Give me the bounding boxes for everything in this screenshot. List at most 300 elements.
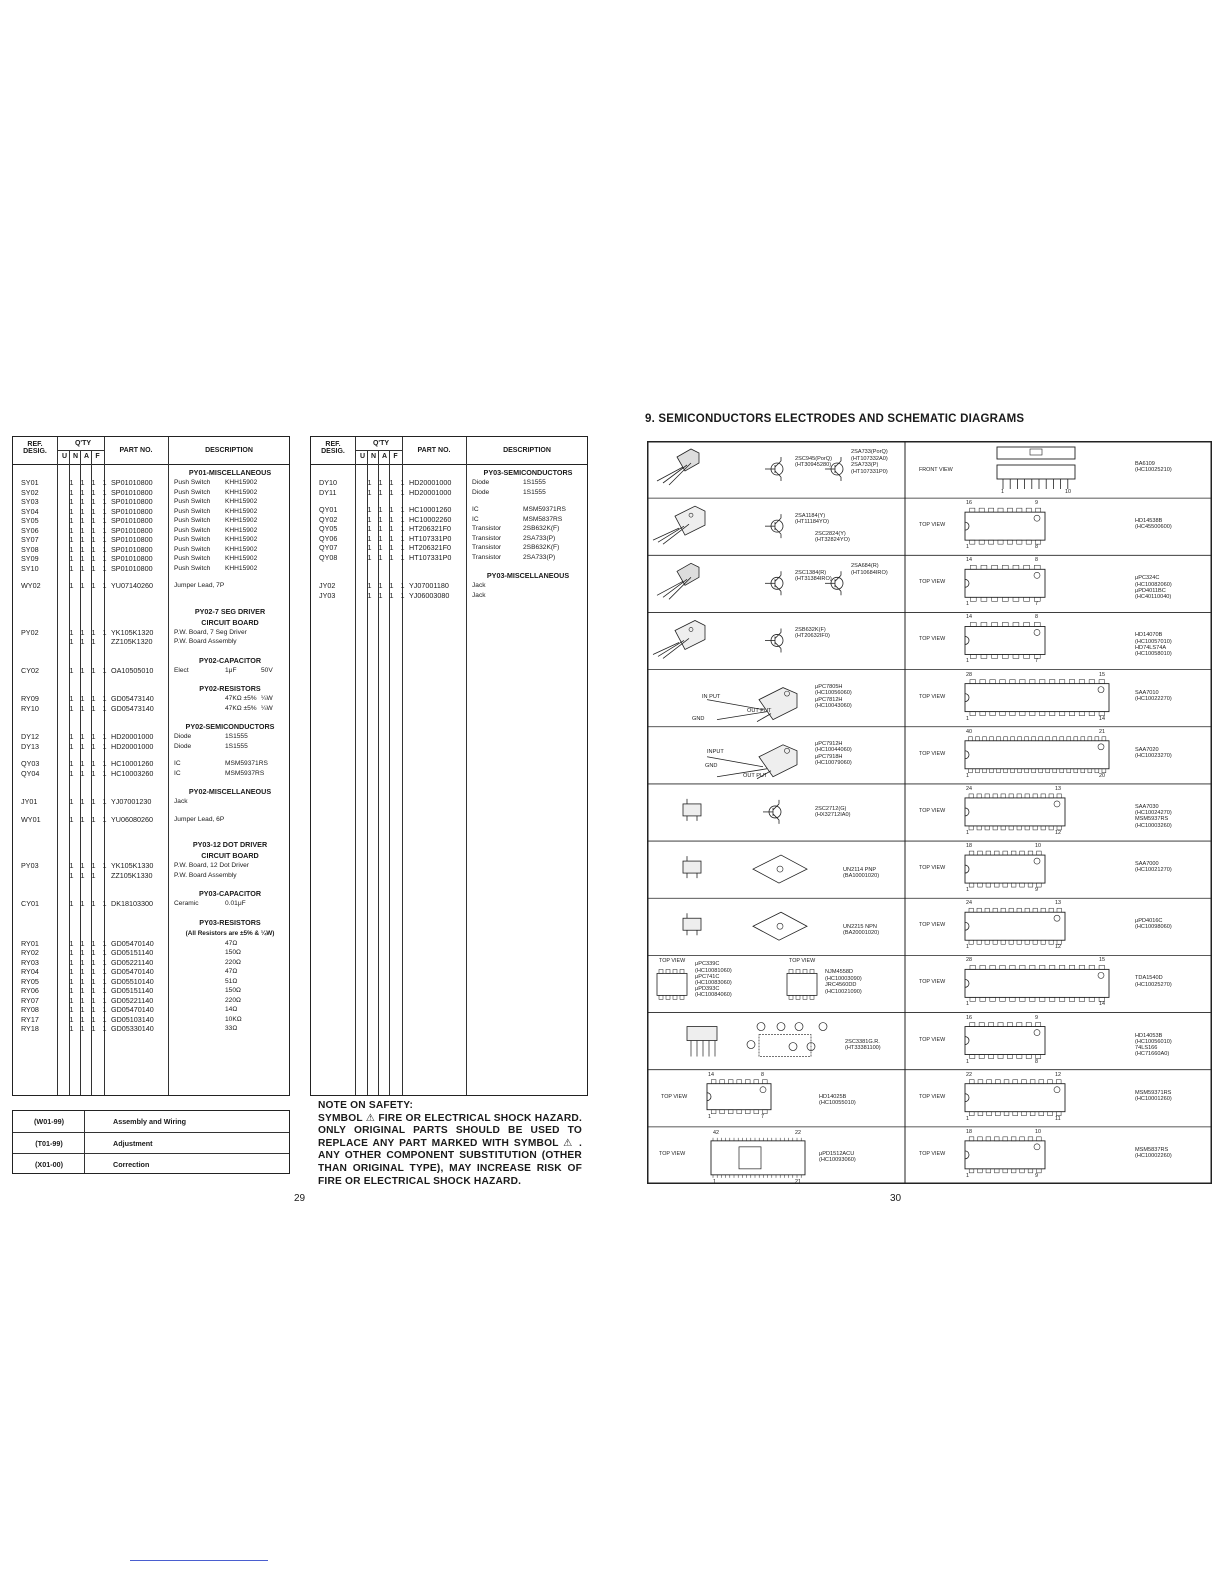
revision-legend [12, 1110, 290, 1174]
ic-pin [666, 995, 670, 999]
ic-pin [1067, 737, 1071, 741]
ic-pin [1041, 908, 1045, 912]
table-row [13, 996, 289, 1006]
part-label: 74LS166 [1135, 1044, 1158, 1051]
part-label: (HC10055010) [819, 1099, 856, 1106]
section-heading [13, 917, 289, 928]
pin-number: 8 [1035, 1058, 1038, 1065]
table-row [13, 497, 289, 507]
ic-pin [737, 1110, 742, 1114]
ic-pin [1033, 794, 1037, 798]
part-label: (HC10024270) [1135, 810, 1172, 817]
ic-pin [1088, 737, 1092, 741]
ic-notch [965, 1094, 969, 1102]
input-label: IN PUT [702, 693, 721, 700]
part-number: HD20001000 [111, 732, 154, 741]
ic-pin [992, 654, 998, 658]
description: Push Switch [174, 555, 211, 562]
part-number: ZZ105K1320 [111, 637, 153, 646]
table-row [13, 958, 289, 968]
qty-value: 1 [102, 986, 107, 995]
footer-link-line [130, 1560, 268, 1561]
ic-body [965, 1027, 1045, 1055]
ic-pin [1039, 1112, 1044, 1116]
ic-pin [1069, 997, 1074, 1001]
ic-pin [989, 540, 994, 544]
description-value: 51Ω [225, 977, 238, 985]
part-label: (HX32712IA0) [815, 811, 851, 818]
description: Diode [174, 733, 192, 740]
part-number: YJ07001230 [111, 797, 152, 806]
part-label: SAA7000 [1135, 861, 1159, 868]
qty-value: 1 [400, 533, 405, 543]
ic-pin [666, 969, 670, 973]
table-row [13, 797, 289, 807]
description: Transistor [472, 544, 502, 551]
header-qty: Q'TY [372, 440, 390, 447]
ic-pin [1049, 908, 1053, 912]
table-row [13, 628, 289, 638]
chip-outline [753, 855, 807, 883]
description: Jack [472, 591, 486, 599]
ic-notch [965, 636, 969, 644]
pin-number: 1 [708, 1113, 711, 1120]
part-number: SP01010800 [111, 554, 153, 563]
qty-value: 1 [69, 554, 74, 563]
ic-pin [1067, 769, 1071, 773]
part-number: GD05473140 [111, 694, 154, 703]
pin-number: 18 [966, 1128, 972, 1135]
table-row [311, 534, 587, 544]
ref-desig: DY13 [21, 741, 39, 751]
pin-number: 7 [1035, 601, 1038, 608]
ic-body [965, 626, 1045, 654]
ic-pin [976, 737, 980, 741]
part-number: HC10001260 [111, 759, 154, 768]
qty-value: 1 [80, 497, 85, 506]
ic-pin [789, 995, 793, 999]
part-number: HT107331P0 [409, 552, 452, 562]
qty-value: 1 [80, 938, 85, 948]
qty-value: 1 [378, 478, 383, 487]
part-label: (HC71660A0) [1135, 1051, 1170, 1058]
ic-body [707, 1084, 771, 1110]
pin-number: 9 [1035, 1172, 1038, 1179]
ic-pin [1011, 1169, 1016, 1173]
ref-desig: RY09 [21, 694, 39, 703]
ic-pin [1007, 1023, 1012, 1027]
qty-value: 1 [91, 870, 96, 880]
qty-value: 1 [400, 505, 405, 514]
qty-value: 1 [80, 525, 85, 535]
ic-pin [796, 995, 800, 999]
ic-pin [994, 1137, 999, 1141]
qty-value: 1 [80, 986, 85, 995]
ic-pin [977, 826, 981, 830]
ic-body [965, 1141, 1045, 1169]
pin-number: 18 [966, 843, 972, 850]
ic-pin [1056, 1080, 1061, 1084]
ic-body [965, 1084, 1065, 1112]
ic-pin [969, 794, 973, 798]
ic-pin [1074, 737, 1078, 741]
qty-value: 1 [91, 948, 96, 957]
chip-outline [753, 912, 807, 940]
qty-value: 1 [389, 505, 394, 514]
ic-pin [978, 851, 983, 855]
legend-code: (W01-99) [34, 1117, 64, 1126]
part-label: (HC10083060) [695, 979, 732, 986]
qty-value: 1 [389, 552, 394, 562]
description: Push Switch [174, 564, 211, 572]
ic-pin [994, 1169, 999, 1173]
ic-pin [789, 969, 793, 973]
qty-value: 1 [80, 535, 85, 544]
section-heading [13, 655, 289, 666]
qty-value: 1 [102, 861, 107, 870]
ic-notch [965, 808, 969, 816]
ref-desig: PY02 [21, 627, 39, 637]
ic-pin [978, 1112, 983, 1116]
pin-number: 1 [966, 1001, 969, 1008]
ic-notch [965, 579, 969, 587]
ic-pin [1007, 540, 1012, 544]
part-label: μPC7805H [815, 683, 843, 690]
ic-pin [1020, 1137, 1025, 1141]
description-value: KHH15902 [225, 507, 258, 515]
qty-value: 1 [69, 967, 74, 976]
qty-value: 1 [80, 694, 85, 703]
pin-number: 14 [966, 557, 972, 564]
ic-pin [1060, 769, 1064, 773]
description: Diode [472, 479, 490, 486]
section-heading-text: PY03-RESISTORS [199, 917, 261, 927]
ic-pin [1024, 622, 1030, 626]
ic-pin [1049, 965, 1054, 969]
pin-number: 16 [966, 1014, 972, 1021]
ic-pin [1074, 769, 1078, 773]
ic-pin [1026, 1055, 1031, 1059]
description-rating: 50V [261, 666, 273, 674]
ic-pin [1033, 940, 1037, 944]
ic-pin [986, 851, 991, 855]
ic-pin [1030, 997, 1035, 1001]
table-row [13, 554, 289, 564]
ic-pin [985, 794, 989, 798]
ic-pin [1002, 654, 1008, 658]
qty-value: 1 [102, 544, 107, 554]
ic-pin [992, 597, 998, 601]
ref-desig: SY08 [21, 544, 39, 554]
sip-body [997, 465, 1075, 479]
top-view-label: TOP VIEW [919, 750, 946, 757]
pin-number: 1 [966, 1058, 969, 1065]
qty-value: 1 [91, 665, 96, 675]
part-label: HD74LS74A [1135, 644, 1167, 651]
qty-value: 1 [69, 637, 74, 646]
qty-value: 1 [91, 967, 96, 976]
ic-pin [1020, 997, 1025, 1001]
qty-value: 1 [102, 581, 107, 590]
ic-notch [965, 922, 969, 930]
pin-number: 12 [1055, 944, 1061, 951]
ic-pin [970, 597, 976, 601]
legend-meaning: Correction [113, 1160, 150, 1169]
qty-value: 1 [91, 554, 96, 563]
ic-pin [720, 1080, 725, 1084]
ic-pin [987, 1080, 992, 1084]
qty-value: 1 [80, 995, 85, 1005]
part-number: YJ07001180 [409, 581, 449, 590]
qty-value: 1 [69, 938, 74, 948]
pin-number: 13 [1055, 785, 1061, 792]
ic-pin [1049, 712, 1054, 716]
ic-pin [1011, 851, 1016, 855]
ic-pin1-mark [1098, 972, 1104, 978]
ic-body [965, 912, 1065, 940]
ic-pin [1004, 737, 1008, 741]
part-label: μPD4011BC [1135, 587, 1166, 594]
part-label: (HT107332A0) [851, 455, 888, 462]
table-row [13, 899, 289, 909]
ic-pin [1018, 737, 1022, 741]
part-label: 2SB632K(F) [795, 627, 826, 634]
table-row [13, 526, 289, 536]
ref-desig: RY17 [21, 1014, 39, 1024]
qty-value: 1 [102, 938, 107, 948]
qty-value: 1 [80, 487, 85, 497]
ic-pin [1046, 769, 1050, 773]
ic-pin [1003, 851, 1008, 855]
ic-body [965, 684, 1109, 712]
qty-value: 1 [69, 497, 74, 506]
top-view-label: TOP VIEW [919, 636, 946, 643]
table-row [13, 948, 289, 958]
ic-pin [1024, 565, 1030, 569]
ic-notch [965, 694, 969, 702]
page-number-left: 29 [294, 1193, 306, 1204]
ic-pin [993, 826, 997, 830]
ic-pin [1030, 680, 1035, 684]
description: IC [472, 506, 479, 513]
part-label: (HT20632IF0) [795, 633, 830, 640]
qty-value: 1 [367, 478, 372, 487]
parts-table-1 [12, 436, 290, 1096]
ref-desig: SY04 [21, 506, 39, 516]
qty-value: 1 [69, 768, 74, 778]
part-label: SAA7010 [1135, 689, 1159, 696]
ref-desig: SY02 [21, 487, 39, 497]
section-heading [13, 721, 289, 732]
qty-value: 1 [69, 986, 74, 995]
ic-pin [970, 1023, 975, 1027]
qty-value: 1 [80, 899, 85, 908]
ic-pin [978, 883, 983, 887]
description: Transistor [472, 553, 502, 561]
row-spacer [13, 573, 289, 581]
part-number: SP01010800 [111, 506, 153, 516]
qty-value: 1 [80, 554, 85, 563]
ic-pin [1049, 826, 1053, 830]
section-heading-text: PY03-MISCELLANEOUS [486, 571, 570, 580]
ic-pin1-mark [760, 1087, 766, 1093]
ic-pin [969, 1080, 974, 1084]
ref-desig: PY03 [21, 861, 39, 870]
description: P.W. Board, 12 Dot Driver [174, 862, 250, 869]
pin-number: 9 [1035, 887, 1038, 894]
schematic-line [653, 528, 679, 540]
smd-package [683, 804, 701, 816]
description: Ceramic [174, 900, 199, 907]
ic-pin [1011, 883, 1016, 887]
qty-value: 1 [102, 768, 107, 778]
qty-value: 1 [102, 487, 107, 497]
ic-pin [1053, 769, 1057, 773]
qty-value: 1 [389, 590, 394, 600]
qty-value: 1 [80, 1014, 85, 1024]
qty-value: 1 [102, 563, 107, 573]
qty-value: 1 [69, 544, 74, 554]
ic-pin [1010, 680, 1015, 684]
qty-value: 1 [80, 870, 85, 880]
ic-pin [1001, 794, 1005, 798]
description: Jack [174, 798, 188, 805]
pin-number: 24 [966, 785, 972, 792]
ic-pin [1046, 737, 1050, 741]
qty-value: 1 [389, 581, 394, 590]
part-label: μPC7918H [815, 753, 843, 760]
pin-number: 8 [761, 1071, 764, 1078]
header-qty-f: F [393, 453, 398, 460]
qty-value: 1 [80, 814, 85, 824]
table-row [13, 769, 289, 779]
qty-value: 1 [102, 694, 107, 703]
description-value: KHH15902 [225, 479, 258, 486]
part-label: 2SC2712(G) [815, 805, 847, 812]
ic-pin [720, 1110, 725, 1114]
part-label: MSM5837RS [1135, 1146, 1169, 1153]
safety-note [318, 1100, 582, 1188]
description-value: 47Ω [225, 968, 238, 975]
ic-pin [659, 995, 663, 999]
ic-pin [1026, 508, 1031, 512]
table-row [13, 861, 289, 871]
description-value: 2SA733(P) [523, 553, 556, 561]
qty-value: 1 [69, 694, 74, 703]
ic-pin [1017, 940, 1021, 944]
description: Jumper Lead, 6P [174, 815, 225, 823]
ic-pin [1049, 794, 1053, 798]
part-number: YK105K1320 [111, 627, 154, 637]
ic-pin [994, 883, 999, 887]
section-heading-text: PY03-CAPACITOR [198, 889, 262, 898]
safety-text: SYMBOL ⚠ FIRE OR ELECTRICAL SHOCK HAZARD. ONLY ORIGINAL PARTS SHOULD BE USED TO REPLACE ANY PART MARKED WITH SYMBOL ⚠ . ANY OTHER COMPONENT SUBSTITUTION (OTHER THAN ORIGINAL TYPE), MAY INCREASE RISK OF FIRE OR ELECTRICAL SHOCK HAZARD. [318, 1112, 582, 1187]
ic-pin [1036, 1023, 1041, 1027]
qty-value: 1 [80, 703, 85, 713]
ic-pin [1017, 508, 1022, 512]
qty-value: 1 [91, 741, 96, 751]
qty-value: 1 [80, 1005, 85, 1014]
qty-value: 1 [80, 732, 85, 741]
qty-value: 1 [69, 1014, 74, 1024]
ic-pin [977, 794, 981, 798]
part-label: (HC10003260) [1135, 822, 1172, 829]
ic-pin [1020, 883, 1025, 887]
description-value: 47KΩ ±5% [225, 695, 257, 702]
part-label: (HT31384IRO) [795, 576, 832, 583]
ic-pin [711, 1080, 716, 1084]
qty-value: 1 [91, 525, 96, 535]
section-heading-text: CIRCUIT BOARD [201, 851, 259, 860]
section-heading-text: PY02-CAPACITOR [198, 655, 262, 665]
pin-circle [757, 1023, 765, 1031]
qty-value: 1 [389, 478, 394, 487]
part-label: 2SA684(R) [851, 563, 879, 570]
description-value: 220Ω [225, 996, 241, 1004]
qty-value: 1 [378, 524, 383, 533]
qty-value: 1 [367, 524, 372, 533]
ref-desig: DY11 [319, 487, 337, 497]
qty-value: 1 [389, 543, 394, 552]
part-label: μPD1512ACU [819, 1150, 855, 1157]
description-value: KHH15902 [225, 498, 258, 505]
output-label: OUT PUT [747, 707, 772, 714]
ic-pin [1069, 680, 1074, 684]
ref-desig: RY01 [21, 938, 39, 948]
qty-value: 1 [367, 533, 372, 543]
ic-pin [1081, 737, 1085, 741]
output-label: OUT PUT [743, 772, 768, 779]
part-label: SAA7030 [1135, 803, 1159, 810]
description-value: KHH15902 [225, 555, 258, 562]
ref-desig: JY02 [319, 581, 336, 590]
pin-number: 1 [966, 1115, 969, 1122]
table-body [13, 467, 289, 1034]
ic-pin [979, 540, 984, 544]
ic-pin [1028, 1169, 1033, 1173]
row-spacer [13, 751, 289, 759]
qty-value: 1 [389, 533, 394, 543]
qty-value: 1 [91, 478, 96, 487]
description: Transistor [472, 534, 502, 542]
description-value: 1S1555 [523, 479, 546, 486]
ic-pin [803, 995, 807, 999]
ic-pin [1003, 883, 1008, 887]
row-spacer [13, 591, 289, 606]
table-row [13, 871, 289, 881]
qty-value: 1 [91, 759, 96, 768]
qty-value: 1 [102, 497, 107, 506]
ic-pin [810, 969, 814, 973]
ic-pin [995, 1112, 1000, 1116]
ic-notch [965, 1037, 969, 1045]
qty-value: 1 [378, 590, 383, 600]
ic-pin [1000, 712, 1005, 716]
qty-value: 1 [91, 938, 96, 948]
ic-pin [1013, 565, 1019, 569]
description: Push Switch [174, 536, 211, 543]
description: Push Switch [174, 479, 211, 486]
ic-pin [754, 1080, 759, 1084]
top-view-label: TOP VIEW [919, 979, 946, 986]
qty-value: 1 [80, 637, 85, 646]
table-row [13, 1005, 289, 1015]
pin-number: 14 [966, 614, 972, 621]
qty-value: 1 [367, 552, 372, 562]
ic-pin [985, 908, 989, 912]
table-row [13, 967, 289, 977]
part-number: GD05103140 [111, 1014, 154, 1024]
